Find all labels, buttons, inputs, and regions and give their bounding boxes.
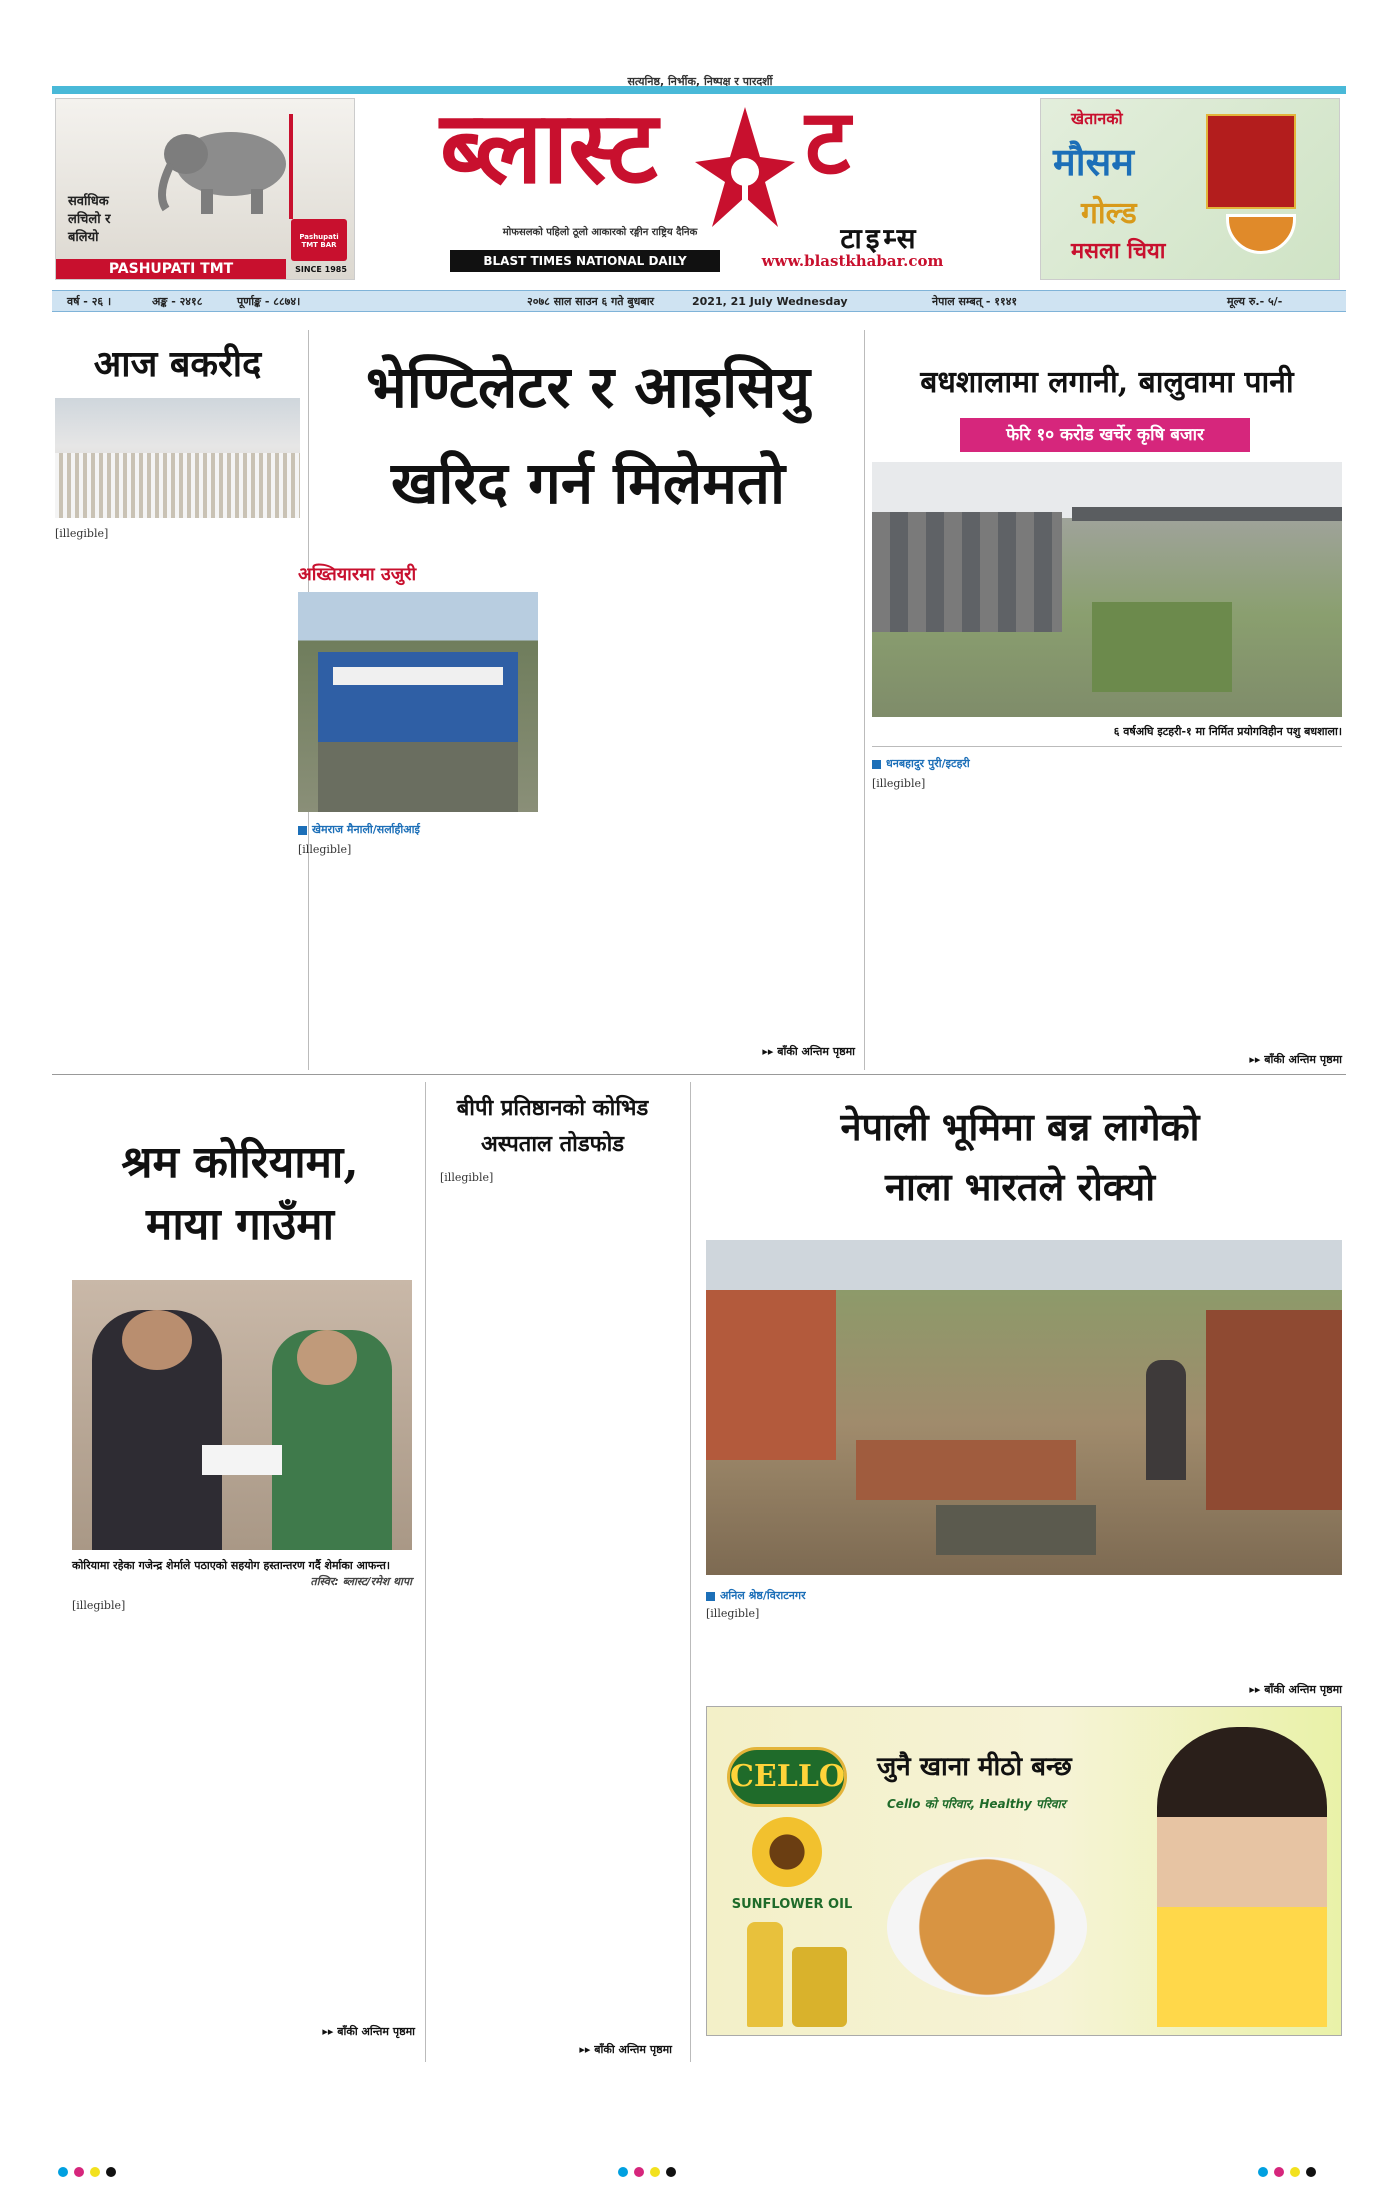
ventilator-byline: खेमराज मैनाली/सर्लाहीआई [298, 822, 538, 837]
info-date-np: २०७८ साल साउन ६ गते बुधबार [527, 295, 655, 308]
nala-byline: अनिल श्रेष्ठ/विराटनगर [706, 1588, 916, 1603]
bp-headline-2: अस्पताल तोडफोड [480, 1131, 625, 1157]
info-number: पूर्णाङ्क - ८८७४। [237, 295, 301, 308]
ventilator-headline-2: खरिद गर्न मिलेमतो [390, 449, 785, 517]
masthead-website[interactable]: www.blastkhabar.com [761, 252, 944, 270]
cello-tagline: जुनै खाना मीठो बन्छ [877, 1752, 1072, 1782]
nala-body-col3 [1140, 1588, 1342, 1678]
info-issue: अङ्क - २४१८ [152, 295, 203, 308]
cello-product: SUNFLOWER OIL [731, 1897, 853, 1912]
model-figure [1157, 1727, 1327, 2027]
korea-body-col2 [245, 1598, 415, 2018]
col-divider [864, 330, 865, 1070]
elephant-icon [151, 109, 311, 219]
korea-continued[interactable]: ▸▸ बाँकी अन्तिम पृष्ठमा [322, 2025, 415, 2038]
ventilator-kicker: अख्तियारमा उजुरी [298, 564, 417, 585]
byline-bullet-icon [706, 1592, 715, 1601]
cello-logo: CELLO [727, 1747, 847, 1807]
slaughter-body-col2 [1030, 756, 1180, 1066]
cello-subtag: Cello को परिवार, Healthy परिवार [887, 1797, 1066, 1811]
col-divider [690, 1082, 691, 2062]
ad-cello[interactable] [706, 1706, 1342, 2036]
ad-right-brand-line: खेतानको [1071, 109, 1123, 128]
bakrid-headline: आज बकरीद [93, 343, 262, 385]
nala-photo [706, 1240, 1342, 1575]
masthead-title-right: ट [805, 89, 851, 195]
ad-left-brand: PASHUPATI TMT [56, 259, 286, 279]
masthead-english-name: BLAST TIMES NATIONAL DAILY [450, 250, 720, 272]
section-rule [52, 1074, 1346, 1075]
col-divider [425, 1082, 426, 2062]
slaughter-photo [872, 462, 1342, 717]
info-year: वर्ष - २६ । [67, 295, 112, 308]
ad-left-since: SINCE 1985 [295, 265, 347, 274]
bp-headline-1: बीपी प्रतिष्ठानको कोभिड [456, 1095, 649, 1121]
korea-photo-credit: तस्विर: ब्लास्ट/रमेश थापा [310, 1575, 412, 1588]
info-date-en: 2021, 21 July Wednesday [692, 295, 848, 308]
slaughter-continued[interactable]: ▸▸ बाँकी अन्तिम पृष्ठमा [1249, 1053, 1342, 1066]
sunflower-icon [752, 1817, 822, 1887]
ad-khetan[interactable] [1040, 98, 1340, 280]
nala-headline-1: नेपाली भूमिमा बन्न लागेको [840, 1104, 1200, 1149]
tea-cup-icon [1226, 214, 1296, 254]
food-plate [887, 1857, 1087, 1997]
masthead-title-art: ब्लास्ट [440, 88, 658, 206]
ad-right-product-3: मसला चिया [1071, 238, 1166, 264]
bp-continued[interactable]: ▸▸ बाँकी अन्तिम पृष्ठमा [579, 2043, 672, 2056]
nala-body-col1: [illegible] [706, 1607, 760, 1620]
masthead-tagline: सत्यनिष्ठ, निर्भीक, निष्पक्ष र पारदर्शी [627, 75, 773, 88]
slaughter-headline: बधशालामा लगानी, बालुवामा पानी [920, 365, 1294, 400]
rule [872, 746, 1342, 747]
ad-right-product-2: गोल्ड [1081, 196, 1137, 231]
nala-body-col2 [925, 1588, 1130, 1696]
byline-bullet-icon [872, 760, 881, 769]
ad-right-product-1: मौसम [1053, 139, 1134, 184]
ventilator-body-col3 [640, 562, 855, 1062]
korea-photo [72, 1280, 412, 1550]
ventilator-headline-1: भेण्टिलेटर र आइसियु [366, 353, 810, 421]
ventilator-continued[interactable]: ▸▸ बाँकी अन्तिम पृष्ठमा [762, 1045, 855, 1058]
masthead-title-word: टाइम्स [840, 222, 920, 255]
slaughter-body-col3 [1190, 756, 1342, 1046]
ad-left-slogan-2: लचिलो र [68, 212, 111, 227]
korea-headline-1: श्रम कोरियामा, [121, 1137, 359, 1188]
ad-left-slogan-3: बलियो [68, 230, 99, 245]
slaughter-byline: धनबहादुर पुरी/इटहरी [872, 756, 1042, 771]
masthead-emblem-icon [690, 102, 800, 232]
korea-body-col1: [illegible] [72, 1599, 126, 1612]
masthead-subtitle: मोफसलको पहिलो ठूलो आकारको रङ्गीन राष्ट्रिय दैनिक [502, 227, 698, 238]
info-bar [52, 290, 1346, 312]
registration-marks [55, 2162, 1345, 2176]
info-price: मूल्य रु.- ५/- [1227, 295, 1283, 308]
korea-caption: कोरियामा रहेका गजेन्द्र शेर्माले पठाएको सहयोग हस्तान्तरण गर्दै शेर्माका आफन्त। [72, 1559, 391, 1572]
oil-bottle [747, 1922, 783, 2027]
slaughter-caption: ६ वर्षअघि इटहरी-१ मा निर्मित प्रयोगविहीन पशु बधशाला। [1113, 725, 1342, 738]
pashupati-logo: Pashupati TMT BAR [291, 219, 347, 261]
slaughter-subhead: फेरि १० करोड खर्चेर कृषि बजार [960, 418, 1250, 452]
slaughter-body-col1: [illegible] [872, 777, 926, 790]
ventilator-photo [298, 592, 538, 812]
ventilator-body-col1: [illegible] [298, 843, 352, 856]
bp-body: [illegible] [440, 1171, 494, 1184]
nala-continued[interactable]: ▸▸ बाँकी अन्तिम पृष्ठमा [1249, 1683, 1342, 1696]
tea-box [1206, 114, 1296, 209]
korea-headline-2: माया गाउँमा [146, 1199, 334, 1250]
byline-bullet-icon [298, 826, 307, 835]
ad-pashupati[interactable] [55, 98, 355, 280]
info-era: नेपाल सम्बत् - ११४१ [932, 295, 1018, 308]
masthead [420, 74, 980, 284]
bakrid-body: [illegible] [55, 527, 109, 540]
nala-headline-2: नाला भारतले रोक्यो [884, 1164, 1156, 1209]
oil-jar [792, 1947, 847, 2027]
bakrid-photo [55, 398, 300, 518]
ad-left-slogan-1: सर्वाधिक [68, 194, 109, 209]
